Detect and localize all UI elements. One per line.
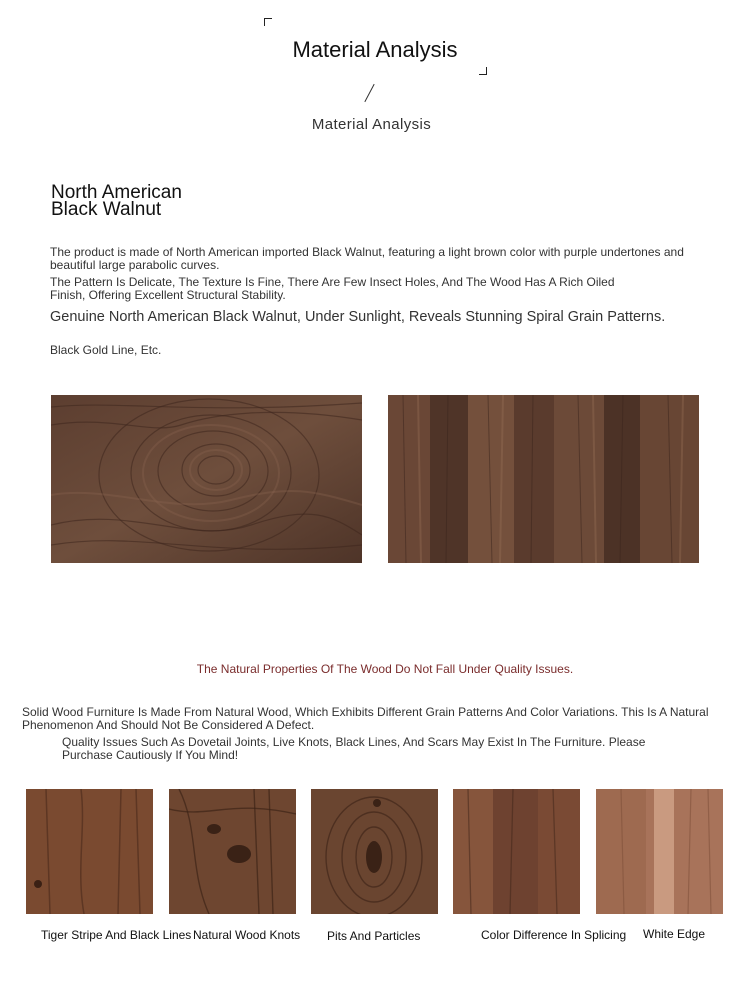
walnut-swirl-grain-image <box>51 395 362 563</box>
divider-slash <box>364 84 374 102</box>
quality-notice: The Natural Properties Of The Wood Do Not Fall Under Quality Issues. <box>196 662 574 676</box>
description-highlight: Genuine North American Black Walnut, Under Sunlight, Reveals Stunning Spiral Grain Patterns. <box>50 309 666 325</box>
caption-pits-particles: Pits And Particles <box>327 929 421 943</box>
page-subtitle: Material Analysis <box>311 116 432 133</box>
pits-particles-image <box>311 789 438 914</box>
page-title: Material Analysis <box>292 37 458 62</box>
color-difference-image <box>453 789 580 914</box>
caption-color-difference: Color Difference In Splicing <box>481 928 627 942</box>
description-paragraph-4: Black Gold Line, Etc. <box>50 343 162 357</box>
description-paragraph-2: The Pattern Is Delicate, The Texture Is Fine, There Are Few Insect Holes, And The Wood Has A Rich Oiled Finish, Offering Excellent Structural Stability. <box>50 275 615 302</box>
tiger-stripe-image <box>26 789 153 914</box>
section-heading-line1: North American <box>51 182 182 203</box>
wood-knots-image <box>169 789 296 914</box>
white-edge-image <box>596 789 723 914</box>
section-heading <box>51 184 182 218</box>
caption-tiger-stripe: Tiger Stripe And Black Lines <box>41 928 192 942</box>
caption-white-edge: White Edge <box>643 927 706 941</box>
description-paragraph-1: The product is made of North American imported Black Walnut, featuring a light brown color with purple undertones and beautiful large parabolic curves. <box>50 245 684 272</box>
walnut-straight-grain-image <box>388 395 699 563</box>
quality-explanation-1: Solid Wood Furniture Is Made From Natural Wood, Which Exhibits Different Grain Patterns And Color Variations. This Is A Natural Phenomenon And Should Not Be Considered A Defect. <box>22 705 709 732</box>
caption-wood-knots: Natural Wood Knots <box>193 928 301 942</box>
corner-bracket-top-left <box>264 18 272 26</box>
section-heading-line2: Black Walnut <box>51 199 162 220</box>
quality-explanation-2: Quality Issues Such As Dovetail Joints, Live Knots, Black Lines, And Scars May Exist In The Furniture. Please Purchase Cautiously If You Mind! <box>62 735 646 762</box>
corner-bracket-bottom-right <box>479 67 487 75</box>
